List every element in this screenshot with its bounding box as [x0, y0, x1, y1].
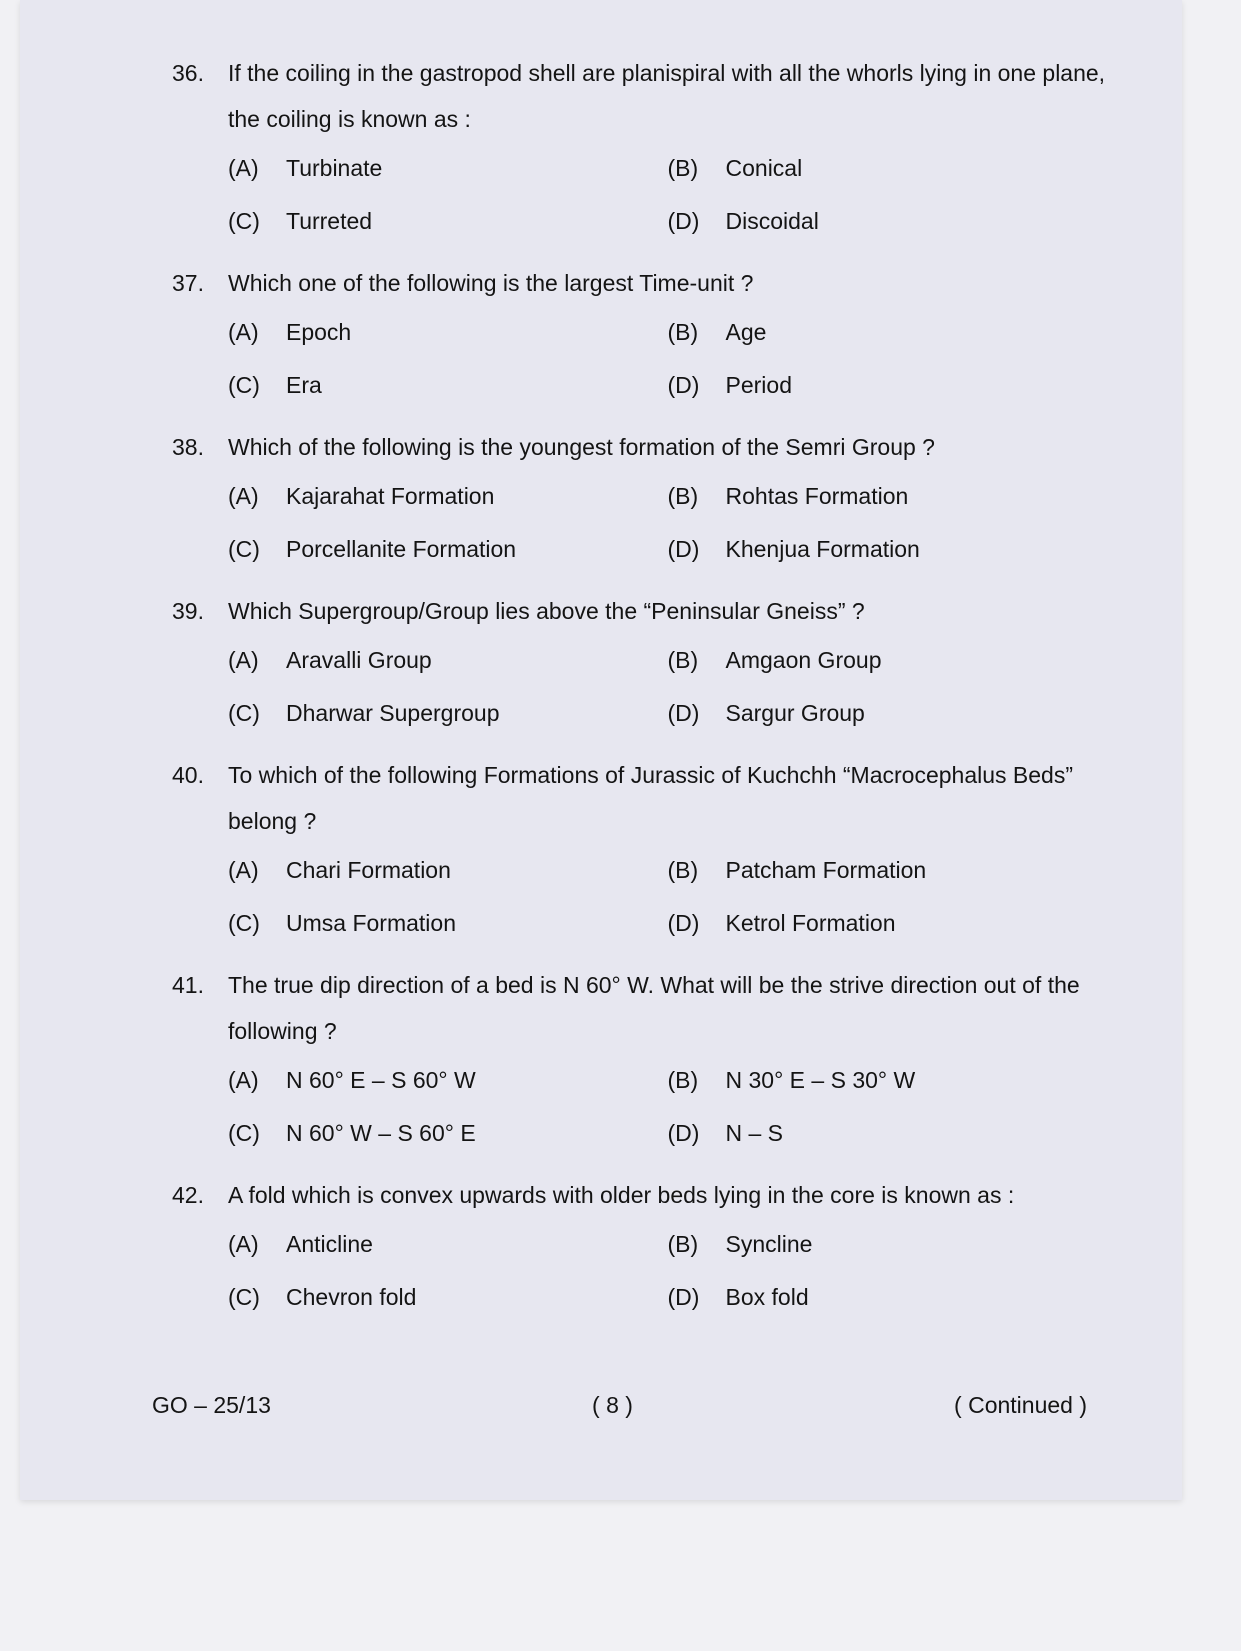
option-d: (D) Sargur Group [667, 700, 865, 726]
option-a: (A) Epoch [228, 319, 352, 345]
question-37 [172, 260, 1107, 412]
option-a: (A) Anticline [228, 1231, 373, 1257]
option-d: (D) Period [667, 372, 792, 398]
option-b: (B) Conical [667, 155, 803, 181]
option-a: (A) Chari Formation [228, 857, 451, 883]
question-number: 41. [172, 972, 204, 998]
option-a: (A) Aravalli Group [228, 647, 432, 673]
question-number: 40. [172, 762, 204, 788]
option-b: (B) Rohtas Formation [667, 483, 909, 509]
question-42 [172, 1172, 1107, 1324]
question-text: Which Supergroup/Group lies above the “Peninsular Gneiss” ? [228, 598, 865, 624]
option-c: (C) Dharwar Supergroup [228, 700, 500, 726]
question-text: To which of the following Formations of Jurassic of Kuchchh “Macrocephalus Beds” belong ? [228, 762, 1074, 834]
option-a: (A) N 60° E – S 60° W [228, 1067, 476, 1093]
question-number: 39. [172, 598, 204, 624]
question-39 [172, 588, 1107, 740]
option-c: (C) Era [228, 372, 322, 398]
option-b: (B) N 30° E – S 30° W [667, 1067, 916, 1093]
option-d: (D) Discoidal [667, 208, 819, 234]
continued-label: ( Continued ) [954, 1392, 1087, 1418]
option-b: (B) Amgaon Group [667, 647, 882, 673]
question-list [172, 50, 1107, 1336]
page-footer [152, 1392, 1087, 1419]
option-d: (D) N – S [667, 1120, 784, 1146]
option-c: (C) Chevron fold [228, 1284, 417, 1310]
page-number: ( 8 ) [592, 1392, 633, 1418]
question-40 [172, 752, 1107, 950]
question-number: 37. [172, 270, 204, 296]
question-text: A fold which is convex upwards with older beds lying in the core is known as : [228, 1182, 1015, 1208]
question-36 [172, 50, 1107, 248]
question-text: Which of the following is the youngest formation of the Semri Group ? [228, 434, 935, 460]
exam-page [20, 0, 1182, 1500]
question-number: 38. [172, 434, 204, 460]
option-b: (B) Syncline [667, 1231, 813, 1257]
option-a: (A) Turbinate [228, 155, 383, 181]
question-number: 42. [172, 1182, 204, 1208]
option-a: (A) Kajarahat Formation [228, 483, 495, 509]
paper-code: GO – 25/13 [152, 1392, 271, 1418]
question-38 [172, 424, 1107, 576]
option-b: (B) Age [667, 319, 767, 345]
question-41 [172, 962, 1107, 1160]
option-d: (D) Khenjua Formation [667, 536, 920, 562]
option-b: (B) Patcham Formation [667, 857, 927, 883]
option-d: (D) Box fold [667, 1284, 809, 1310]
option-c: (C) Umsa Formation [228, 910, 456, 936]
question-text: The true dip direction of a bed is N 60° W. What will be the strive direction out of the following ? [228, 972, 1080, 1044]
question-text: Which one of the following is the largest Time-unit ? [228, 270, 754, 296]
question-text: If the coiling in the gastropod shell are planispiral with all the whorls lying in one plane, the coiling is known as : [228, 60, 1106, 132]
option-c: (C) N 60° W – S 60° E [228, 1120, 476, 1146]
question-number: 36. [172, 60, 204, 86]
option-d: (D) Ketrol Formation [667, 910, 896, 936]
option-c: (C) Porcellanite Formation [228, 536, 517, 562]
option-c: (C) Turreted [228, 208, 373, 234]
